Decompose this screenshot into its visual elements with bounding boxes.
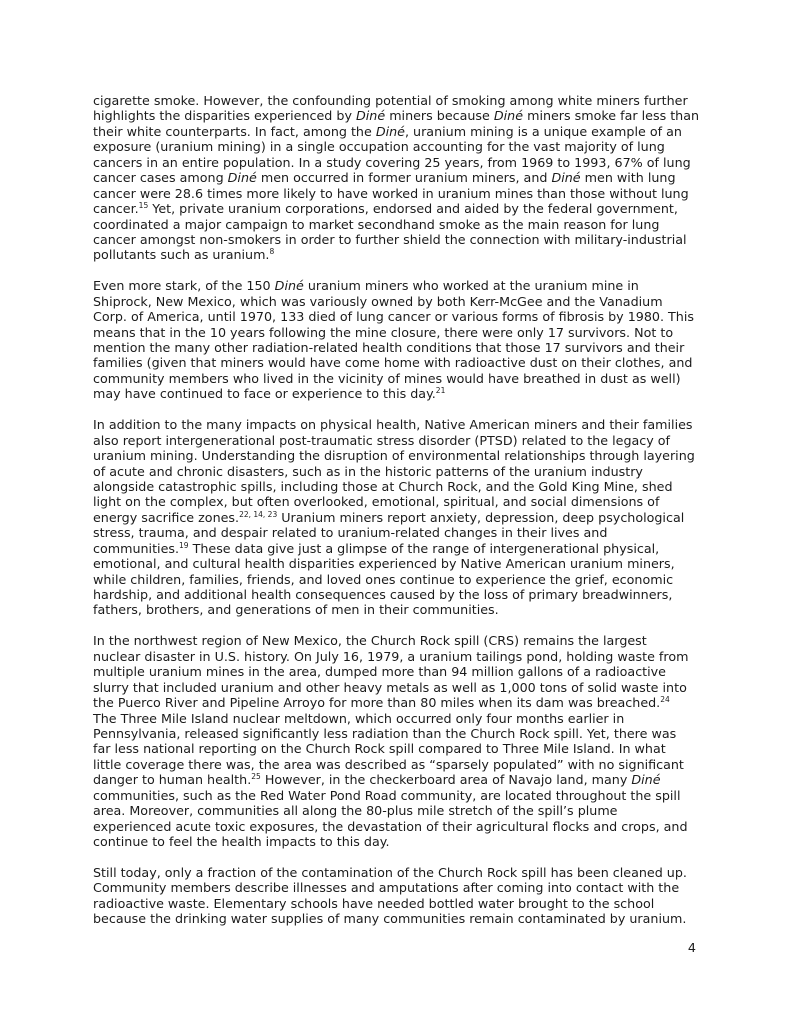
text-run: These data give just a glimpse of the range of intergenerational physical, (188, 540, 660, 556)
text-line (93, 587, 743, 602)
paragraph (93, 865, 743, 927)
text-run: Yet, private uranium corporations, endorsed and aided by the federal government, (148, 201, 678, 217)
text-line (93, 186, 743, 201)
body-text (93, 93, 743, 942)
text-run: communities. (93, 540, 180, 556)
text-run: nuclear disaster in U.S. history. On July 16, 1979, a uranium tailings pond, holding waste from (93, 648, 689, 664)
text-run: cancers in an entire population. In a study covering 25 years, from 1969 to 1993, 67% of lung (93, 154, 691, 170)
text-line (93, 464, 743, 479)
text-line (93, 680, 743, 695)
text-line (93, 741, 743, 756)
text-run: Even more stark, of the 150 (93, 278, 275, 294)
text-line (93, 309, 743, 324)
page-number: 4 (687, 940, 696, 955)
text-run: emotional, and cultural health disparities experienced by Native American uranium miners, (93, 556, 675, 572)
text-line (93, 355, 743, 370)
text-run: The Three Mile Island nuclear meltdown, which occurred only four months earlier in (93, 710, 625, 726)
text-line (93, 139, 743, 154)
text-run: highlights the disparities experienced by (93, 108, 356, 124)
text-line (93, 93, 743, 108)
text-line (93, 757, 743, 772)
text-run: slurry that included uranium and other heavy metals as well as 1,000 tons of solid waste into (93, 679, 687, 695)
text-line (93, 865, 743, 880)
text-line (93, 803, 743, 818)
text-run: light on the complex, but often overlooked, emotional, spiritual, and social dimensions of (93, 494, 660, 510)
text-run: , uranium mining is a unique example of an (404, 123, 682, 139)
text-line (93, 695, 743, 710)
text-run: families (given that miners would have come home with radioactive dust on their clothes, and (93, 355, 693, 371)
text-line (93, 294, 743, 309)
text-line (93, 201, 743, 216)
text-run: miners because (385, 108, 494, 124)
text-run: their white counterparts. In fact, among the (93, 123, 376, 139)
text-run: the Puerco River and Pipeline Arroyo for more than 80 miles when its dam was breached. (93, 695, 661, 711)
text-run: may have continued to face or experience to this day. (93, 386, 436, 402)
text-run: far less national reporting on the Church Rock spill compared to Three Mile Island. In what (93, 741, 666, 757)
text-run: energy sacrifice zones. (93, 509, 240, 525)
text-run: men occurred in former uranium miners, and (256, 170, 552, 186)
text-line (93, 911, 743, 926)
text-run: coordinated a major campaign to market secondhand smoke as the main reason for lung (93, 216, 660, 232)
text-run: pollutants such as uranium. (93, 247, 270, 263)
text-line (93, 772, 743, 787)
text-line (93, 880, 743, 895)
text-line (93, 386, 743, 401)
citation-superscript: 24 (660, 695, 670, 705)
text-line (93, 247, 743, 262)
text-run: cancer cases among (93, 170, 228, 186)
text-line (93, 664, 743, 679)
text-line (93, 525, 743, 540)
text-run: exposure (uranium mining) in a single occupation accounting for the vast majority of lung (93, 139, 665, 155)
text-run: radioactive waste. Elementary schools have needed bottled water brought to the school (93, 895, 655, 911)
text-run: communities, such as the Red Water Pond Road community, are located throughout the spill (93, 787, 681, 803)
text-line (93, 340, 743, 355)
text-line (93, 232, 743, 247)
italic-term: Diné (375, 123, 405, 139)
text-run: cancer were 28.6 times more likely to have worked in uranium mines than those without lung (93, 185, 689, 201)
italic-term: Diné (356, 108, 386, 124)
text-run: Still today, only a fraction of the contamination of the Church Rock spill has been cleaned up. (93, 864, 687, 880)
text-run: of acute and chronic disasters, such as in the historic patterns of the uranium industry (93, 463, 643, 479)
citation-superscript: 19 (179, 540, 189, 550)
text-line (93, 108, 743, 123)
citation-superscript: 21 (435, 386, 446, 396)
text-line (93, 325, 743, 340)
text-line (93, 834, 743, 849)
citation-superscript: 22, 14, 23 (239, 509, 278, 519)
text-line (93, 417, 743, 432)
text-run: Pennsylvania, released significantly less radiation than the Church Rock spill. Yet, there was (93, 725, 677, 741)
citation-superscript: 8 (269, 247, 275, 257)
text-run: danger to human health. (93, 772, 252, 788)
text-run: uranium miners who worked at the uranium mine in (303, 278, 639, 294)
italic-term: Diné (227, 170, 257, 186)
text-line (93, 124, 743, 139)
text-line (93, 278, 743, 293)
text-run: mention the many other radiation-related health conditions that those 17 survivors and their (93, 340, 685, 355)
text-line (93, 819, 743, 834)
text-run: In the northwest region of New Mexico, the Church Rock spill (CRS) remains the largest (93, 633, 647, 649)
text-line (93, 433, 743, 448)
text-line (93, 541, 743, 556)
text-line (93, 479, 743, 494)
text-run: little coverage there was, the area was described as “sparsely populated” with no significant (93, 756, 684, 772)
text-run: However, in the checkerboard area of Navajo land, many (260, 772, 632, 788)
text-run: In addition to the many impacts on physical health, Native American miners and their families (93, 417, 693, 433)
text-line (93, 155, 743, 170)
citation-superscript: 15 (138, 201, 149, 211)
paragraph (93, 633, 743, 849)
text-run: multiple uranium mines in the area, dumped more than 94 million gallons of a radioactive (93, 664, 666, 680)
text-line (93, 371, 743, 386)
text-run: uranium mining. Understanding the disruption of environmental relationships through layering (93, 448, 695, 464)
text-line (93, 602, 743, 617)
text-run: because the drinking water supplies of many communities remain contaminated by uranium. (93, 911, 687, 927)
text-run: while children, families, friends, and loved ones continue to experience the grief, economic (93, 571, 674, 587)
text-line (93, 711, 743, 726)
text-line (93, 572, 743, 587)
text-line (93, 633, 743, 648)
text-line (93, 788, 743, 803)
paragraph (93, 417, 743, 618)
text-run: experienced acute toxic exposures, the devastation of their agricultural flocks and crops, and (93, 818, 688, 834)
text-run: Community members describe illnesses and amputations after coming into contact with the (93, 880, 680, 896)
paragraph (93, 278, 743, 402)
text-run: Corp. of America, until 1970, 133 died of lung cancer or various forms of fibrosis by 1980. This (93, 309, 694, 325)
text-run: also report intergenerational post-traumatic stress disorder (PTSD) related to the legacy of (93, 432, 671, 448)
text-run: means that in the 10 years following the mine closure, there were only 17 survivors. Not to (93, 324, 674, 340)
text-run: fathers, brothers, and generations of men in their communities. (93, 602, 499, 618)
text-run: Uranium miners report anxiety, depression, deep psychological (277, 509, 685, 525)
paragraph (93, 93, 743, 263)
text-line (93, 726, 743, 741)
text-run: cigarette smoke. However, the confounding potential of smoking among white miners further (93, 93, 688, 108)
text-run: miners smoke far less than (523, 108, 700, 124)
text-line (93, 649, 743, 664)
text-line (93, 556, 743, 571)
text-run: cancer amongst non-smokers in order to further shield the connection with military-industrial (93, 231, 687, 247)
text-run: men with lung (580, 170, 676, 186)
text-line (93, 510, 743, 525)
text-line (93, 896, 743, 911)
text-line (93, 170, 743, 185)
text-run: area. Moreover, communities all along the 80-plus mile stretch of the spill’s plume (93, 803, 618, 819)
italic-term: Diné (493, 108, 524, 124)
text-run: community members who lived in the vicinity of mines would have breathed in dust as well) (93, 370, 681, 386)
text-line (93, 217, 743, 232)
text-run: stress, trauma, and despair related to uranium-related changes in their lives and (93, 525, 608, 541)
text-run: Shiprock, New Mexico, which was variously owned by both Kerr-McGee and the Vanadium (93, 293, 663, 309)
text-line (93, 494, 743, 509)
text-line (93, 448, 743, 463)
text-run: alongside catastrophic spills, including those at Church Rock, and the Gold King Mine, shed (93, 478, 673, 494)
citation-superscript: 25 (251, 772, 261, 782)
italic-term: Diné (631, 772, 661, 788)
text-run: continue to feel the health impacts to this day. (93, 834, 390, 849)
italic-term: Diné (274, 278, 304, 294)
text-run: hardship, and additional health consequences caused by the loss of primary breadwinners, (93, 587, 673, 602)
italic-term: Diné (551, 170, 581, 186)
text-run: cancer. (93, 201, 139, 217)
